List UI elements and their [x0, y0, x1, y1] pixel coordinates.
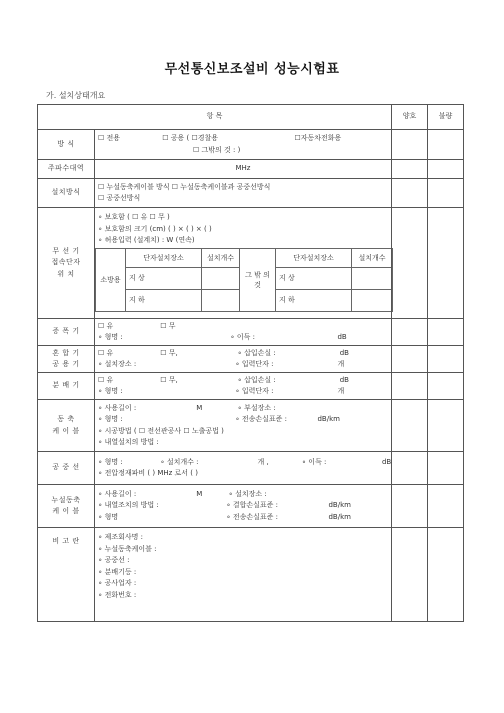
grid-location-1: 단자설치장소: [126, 248, 202, 267]
amplifier-gain-unit: dB: [337, 333, 347, 341]
terminal-bad-cell[interactable]: [428, 208, 464, 319]
row-method: [38, 130, 464, 160]
coax-loss-unit: dB/km: [317, 415, 340, 423]
mixer-bad-cell[interactable]: [428, 346, 464, 373]
coax-location[interactable]: ∘ 부설장소 :: [237, 403, 276, 412]
leaky-length[interactable]: ∘ 사용길이 :: [98, 489, 137, 498]
coax-good-cell[interactable]: [392, 400, 428, 452]
row-label-divider: 분 배 기: [38, 373, 95, 400]
amplifier-no[interactable]: ☐ 무: [160, 321, 176, 330]
grid-count-1: 설치개수: [202, 248, 240, 267]
header-bad: 불량: [428, 105, 464, 130]
antenna-bad-cell[interactable]: [428, 452, 464, 485]
leaky-location[interactable]: ∘ 설치장소 :: [228, 489, 267, 498]
row-remarks: [38, 528, 464, 622]
grid-below-1[interactable]: 지 하: [126, 289, 202, 311]
row-frequency: [38, 160, 464, 179]
leaky-heat-method[interactable]: ∘ 내열조치의 방법 :: [98, 501, 159, 510]
install-bad-cell[interactable]: [428, 179, 464, 208]
remarks-bad-cell[interactable]: [428, 528, 464, 622]
grid-below-count-1[interactable]: [202, 289, 240, 311]
row-label-leaky: 누설동축 케 이 블: [38, 485, 95, 528]
row-terminal: [38, 208, 464, 319]
coax-heat-resistance[interactable]: ∘ 내열설치의 방법 :: [98, 438, 159, 446]
divider-content: [95, 373, 392, 400]
grid-fire-label: 소방용: [96, 248, 126, 311]
coax-bad-cell[interactable]: [428, 400, 464, 452]
leaky-model[interactable]: ∘ 형명: [98, 512, 119, 521]
mixer-location[interactable]: ∘ 설치장소 :: [98, 360, 137, 368]
amplifier-bad-cell[interactable]: [428, 319, 464, 346]
row-label-install: 설치방식: [38, 179, 95, 208]
install-option-2[interactable]: ☐ 공중선방식: [98, 194, 141, 202]
row-label-method: 방 식: [38, 130, 95, 160]
grid-count-2: 설치개수: [352, 248, 393, 267]
row-label-remarks: 비 고 란: [38, 528, 95, 622]
mixer-yes[interactable]: ☐ 유: [98, 348, 114, 357]
coax-length[interactable]: ∘ 사용길이 :: [98, 403, 137, 412]
mixer-good-cell[interactable]: [392, 346, 428, 373]
antenna-model[interactable]: ∘ 형명 :: [98, 457, 123, 466]
leaky-coupling-unit: dB/km: [328, 501, 351, 510]
coax-model[interactable]: ∘ 형명 :: [98, 415, 123, 423]
method-content: [95, 130, 392, 160]
remarks-divider[interactable]: ∘ 분배기등 :: [98, 567, 137, 576]
leaky-bad-cell[interactable]: [428, 485, 464, 528]
grid-above-count-1[interactable]: [202, 267, 240, 289]
row-divider: [38, 373, 464, 400]
row-coax-cable: [38, 400, 464, 452]
amplifier-yes[interactable]: ☐ 유: [98, 321, 114, 330]
leaky-good-cell[interactable]: [392, 485, 428, 528]
antenna-count[interactable]: ∘ 설치개수 :: [160, 457, 199, 466]
coax-content: [95, 400, 392, 452]
terminal-content: [95, 208, 392, 319]
remarks-good-cell[interactable]: [392, 528, 428, 622]
header-row: [38, 105, 464, 130]
mixer-loss-unit: dB: [339, 348, 349, 357]
row-label-mixer: 혼 합 기 공 용 기: [38, 346, 95, 373]
mixer-no[interactable]: ☐ 무,: [160, 348, 178, 357]
divider-insertion-loss[interactable]: ∘ 삽입손실 :: [237, 375, 276, 384]
method-vehicle-phone[interactable]: ☐자동차전화용: [294, 134, 342, 142]
amplifier-good-cell[interactable]: [392, 319, 428, 346]
install-good-cell[interactable]: [392, 179, 428, 208]
mixer-input-terminal[interactable]: ∘ 입력단자 :: [235, 360, 274, 368]
mixer-content: [95, 346, 392, 373]
remarks-antenna[interactable]: ∘ 공중선 :: [98, 556, 130, 564]
leaky-transmission-unit: dB/km: [328, 512, 351, 521]
terminal-box-size[interactable]: ∘ 보호함의 크기 (cm) ( ) × ( ) × ( ): [98, 224, 212, 233]
frequency-unit[interactable]: MHz: [95, 160, 392, 179]
terminal-box[interactable]: ∘ 보호함 ( ☐ 유 ☐ 무 ): [98, 213, 170, 222]
leaky-transmission-loss[interactable]: ∘ 전송손실표준 :: [226, 512, 278, 521]
mixer-insertion-loss[interactable]: ∘ 삽입손실 :: [237, 348, 276, 357]
header-item: 항 목: [38, 105, 392, 130]
method-dedicated[interactable]: ☐ 전용: [98, 134, 121, 142]
divider-loss-unit: dB: [339, 375, 349, 384]
frequency-bad-cell[interactable]: [428, 160, 464, 179]
grid-above-count-2[interactable]: [352, 267, 393, 289]
header-good: 양호: [392, 105, 428, 130]
divider-terminal-unit: 개: [337, 387, 345, 395]
amplifier-content: [95, 319, 392, 346]
divider-no[interactable]: ☐ 무,: [160, 375, 178, 384]
leaky-content: [95, 485, 392, 528]
method-good-cell[interactable]: [392, 130, 428, 160]
grid-other-label: 그 밖 의 것: [240, 248, 276, 311]
row-label-antenna: 공 중 선: [38, 452, 95, 485]
document-title: 무선통신보조설비 성능시험표: [164, 62, 340, 77]
terminal-good-cell[interactable]: [392, 208, 428, 319]
install-option-1[interactable]: ☐ 누설동축케이블 방식 ☐ 누설동축케이블과 공중선방식: [98, 182, 271, 191]
remarks-contractor[interactable]: ∘ 공사업자 :: [98, 579, 137, 587]
row-label-amplifier: 증 폭 기: [38, 319, 95, 346]
amplifier-gain[interactable]: ∘ 이득 :: [230, 333, 255, 341]
remarks-content: [95, 528, 392, 622]
divider-bad-cell[interactable]: [428, 373, 464, 400]
leaky-length-unit: M: [196, 489, 203, 498]
divider-model[interactable]: ∘ 형명 :: [98, 387, 123, 395]
divider-good-cell[interactable]: [392, 373, 428, 400]
row-amplifier: [38, 319, 464, 346]
row-install: [38, 179, 464, 208]
row-leaky-cable: [38, 485, 464, 528]
terminal-input[interactable]: ∘ 허용입력 (설계치) : W (연속): [98, 236, 195, 245]
grid-location-2: 단자설치장소: [276, 248, 352, 267]
divider-input-terminal[interactable]: ∘ 입력단자 :: [235, 387, 274, 395]
terminal-grid: [95, 248, 393, 312]
remarks-phone[interactable]: ∘ 전화번호 :: [98, 590, 137, 599]
grid-below-count-2[interactable]: [352, 289, 393, 311]
grid-above-2[interactable]: 지 상: [276, 267, 352, 289]
antenna-count-unit: 개 ,: [257, 457, 269, 466]
antenna-good-cell[interactable]: [392, 452, 428, 485]
coax-construction[interactable]: ∘ 시공방법 ( ☐ 전선관공사 ☐ 노출공법 ): [98, 426, 224, 435]
divider-yes[interactable]: ☐ 유: [98, 375, 114, 384]
row-antenna: [38, 452, 464, 485]
method-bad-cell[interactable]: [428, 130, 464, 160]
antenna-gain-unit: dB: [381, 457, 392, 466]
method-other[interactable]: ☐ 그밖의 것 : ): [193, 145, 241, 154]
row-label-terminal: 무 선 기 접속단자 위 치: [38, 208, 95, 319]
antenna-content: [95, 452, 392, 485]
performance-test-table: [37, 104, 464, 622]
row-label-frequency: 주파수대역: [38, 160, 95, 179]
row-mixer: [38, 346, 464, 373]
frequency-good-cell[interactable]: [392, 160, 428, 179]
antenna-vswr[interactable]: ∘ 전압정재파비 ( ) MHz 로서 ( ): [98, 469, 198, 477]
section-label: 가. 설치상태개요: [46, 91, 106, 100]
coax-transmission-loss[interactable]: ∘ 전송손실표준 :: [235, 415, 287, 423]
coax-length-unit: M: [196, 403, 203, 412]
leaky-coupling-loss[interactable]: ∘ 결합손실표준 :: [226, 501, 278, 510]
remarks-manufacturer[interactable]: ∘ 제조회사명 :: [98, 533, 144, 541]
install-content: [95, 179, 392, 208]
mixer-terminal-unit: 개: [337, 360, 345, 368]
grid-above-1[interactable]: 지 상: [126, 267, 202, 289]
amplifier-model[interactable]: ∘ 형명 :: [98, 333, 123, 341]
antenna-gain[interactable]: ∘ 이득 :: [301, 457, 327, 466]
method-shared[interactable]: ☐ 공용 ( ☐경찰용: [162, 134, 219, 142]
grid-below-2[interactable]: 지 하: [276, 289, 352, 311]
remarks-leaky-cable[interactable]: ∘ 누설동축케이블 :: [98, 544, 157, 553]
row-label-coax: 동 축 케 이 블: [38, 400, 95, 452]
